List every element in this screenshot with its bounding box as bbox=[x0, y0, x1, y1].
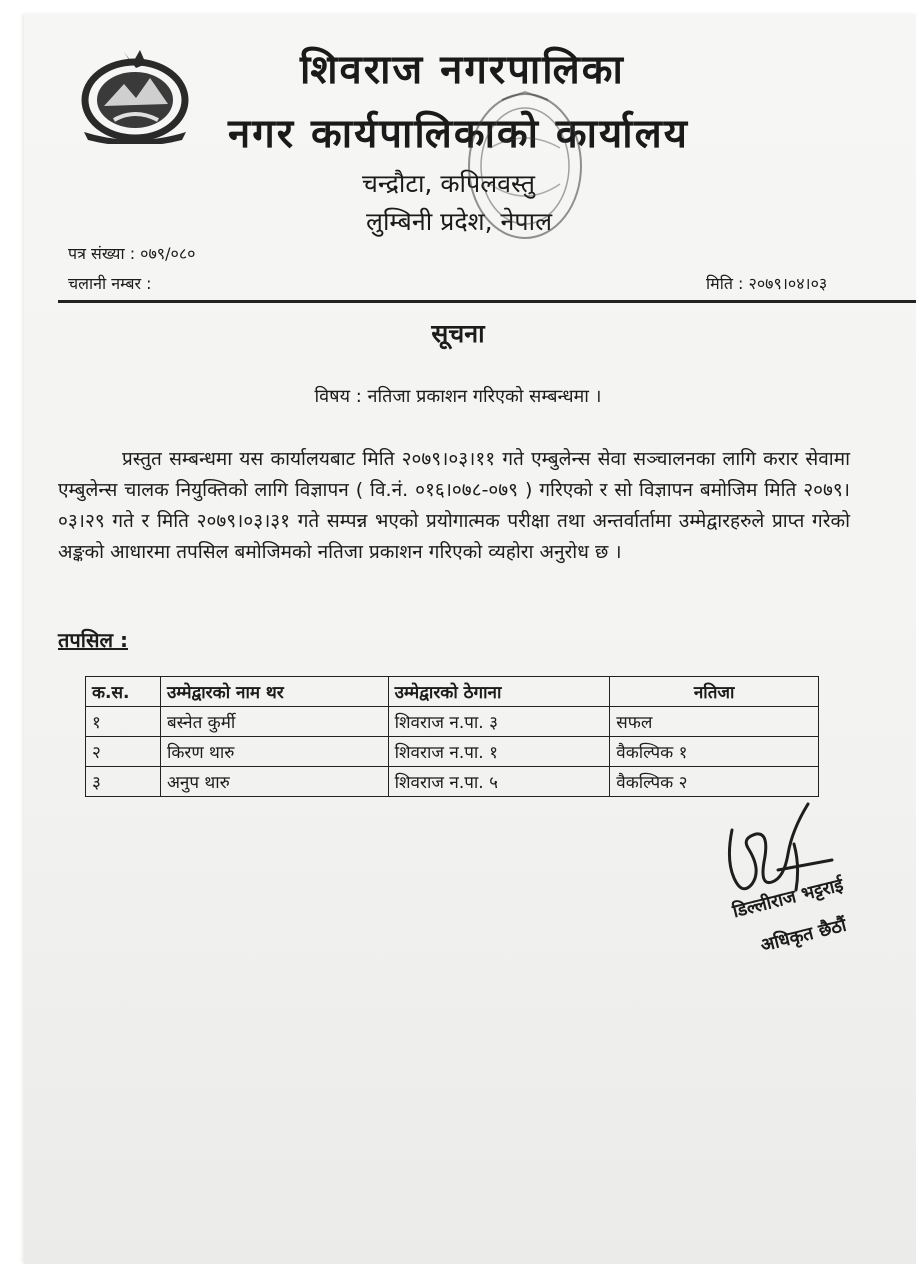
table-row bbox=[86, 767, 819, 797]
notice-subject: विषय : नतिजा प्रकाशन गरिएको सम्बन्धमा । bbox=[314, 386, 602, 407]
cell-address: शिवराज न.पा. १ bbox=[388, 737, 610, 767]
signatory-designation: अधिकृत छैठौं bbox=[758, 914, 849, 957]
office-province: लुम्बिनी प्रदेश, नेपाल bbox=[366, 207, 553, 236]
cell-name: बस्नेत कुर्मी bbox=[160, 707, 388, 737]
signatory-name: डिल्लीराज भट्टराई bbox=[730, 874, 846, 923]
office-address: चन्द्रौटा, कपिलवस्तु bbox=[362, 169, 536, 198]
nepal-emblem-icon bbox=[74, 44, 196, 144]
cell-result: वैकल्पिक १ bbox=[610, 737, 819, 767]
table-header-row bbox=[86, 677, 819, 707]
header-divider bbox=[58, 300, 916, 303]
details-heading: तपसिल : bbox=[58, 628, 128, 652]
cell-result: वैकल्पिक २ bbox=[610, 767, 819, 797]
results-table bbox=[85, 676, 819, 797]
letter-number: पत्र संख्या : ०७९/०८० bbox=[68, 244, 196, 263]
header-result: नतिजा bbox=[610, 677, 819, 707]
office-seal-stamp bbox=[462, 88, 588, 246]
cell-serial: १ bbox=[86, 707, 161, 737]
cell-serial: ३ bbox=[86, 767, 161, 797]
notice-title: सूचना bbox=[431, 319, 485, 348]
cell-address: शिवराज न.पा. ३ bbox=[388, 707, 610, 737]
table-row bbox=[86, 737, 819, 767]
notice-body: प्रस्तुत सम्बन्धमा यस कार्यालयबाट मिति २०७९।०३।११ गते एम्बुलेन्स सेवा सञ्चालनका लागि करार सेवामा एम्बुलेन्स चालक नियुक्तिको लागि विज्ञापन ( वि.नं. ०१६।०७८-०७९ ) गरिएको र सो विज्ञापन बमोजिम मिति २०७९।०३।२९ गते र मिति २०७९।०३।३१ गते सम्पन्न भएको प्रयोगात्मक परीक्षा तथा अन्तर्वार्तामा उम्मेद्वारहरुले प्राप्त गरेको अङ्कको आधारमा तपसिल बमोजिमको नतिजा प्रकाशन गरिएको व्यहोरा अनुरोध छ । bbox=[58, 448, 850, 563]
office-name: नगर कार्यपालिकाको कार्यालय bbox=[228, 111, 689, 157]
cell-name: किरण थारु bbox=[160, 737, 388, 767]
cell-serial: २ bbox=[86, 737, 161, 767]
dispatch-number: चलानी नम्बर : bbox=[68, 274, 152, 293]
table-row bbox=[86, 707, 819, 737]
cell-name: अनुप थारु bbox=[160, 767, 388, 797]
header-serial: क.स. bbox=[86, 677, 161, 707]
municipality-name: शिवराज नगरपालिका bbox=[300, 47, 625, 93]
header-candidate-address: उम्मेद्वारको ठेगाना bbox=[388, 677, 610, 707]
letter-date: मिति : २०७९।०४।०३ bbox=[706, 274, 828, 293]
cell-result: सफल bbox=[610, 707, 819, 737]
cell-address: शिवराज न.पा. ५ bbox=[388, 767, 610, 797]
header-candidate-name: उम्मेद्वारको नाम थर bbox=[160, 677, 388, 707]
